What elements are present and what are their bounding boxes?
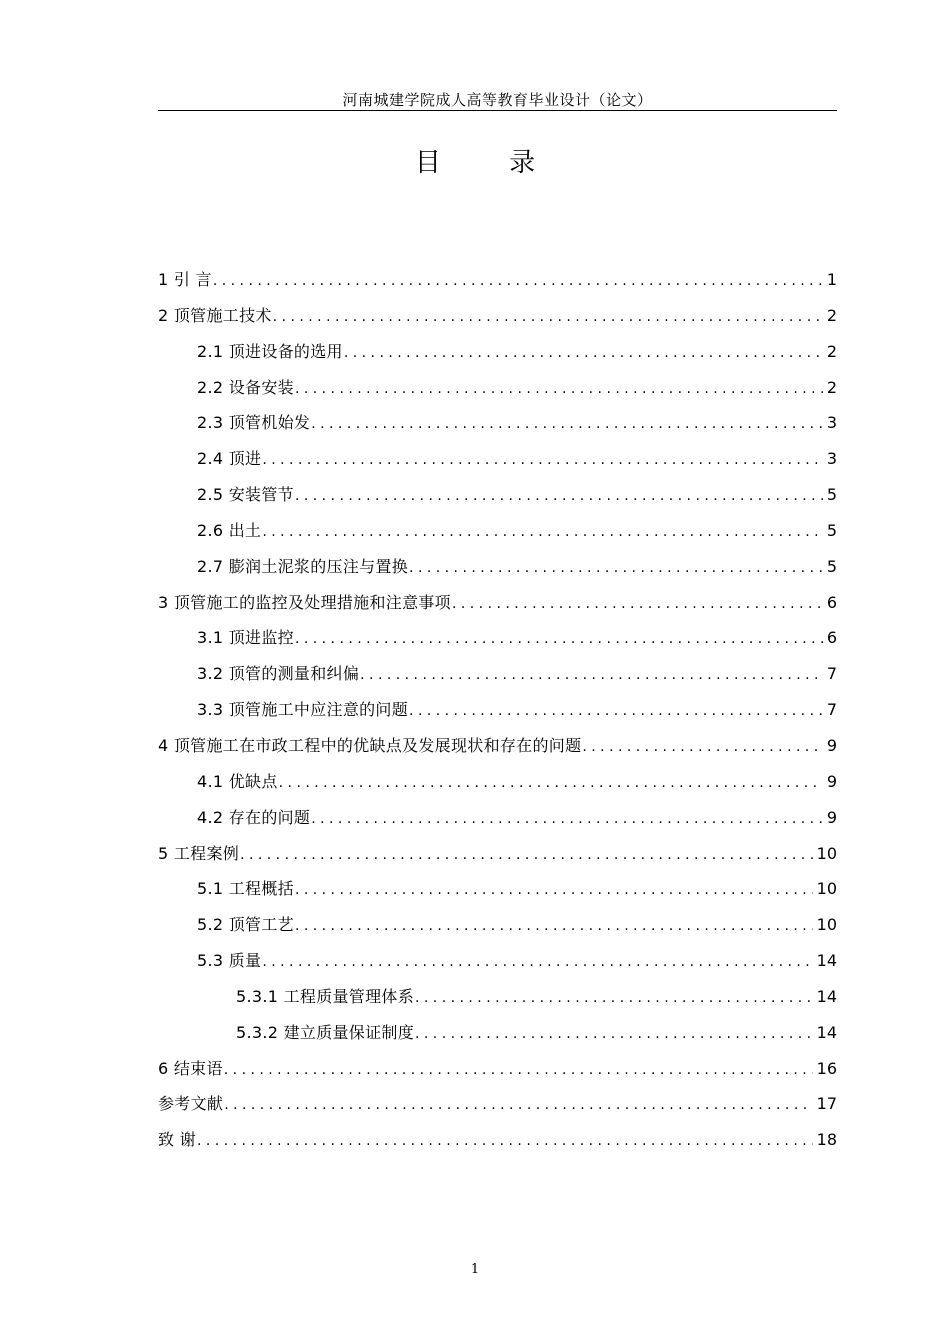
toc-entry-page: 6 <box>826 628 837 648</box>
toc-dot-leader <box>213 264 823 300</box>
toc-entry-label: 2.5 安装管节 <box>197 485 294 505</box>
toc-entry[interactable] <box>158 871 837 907</box>
toc-dot-leader <box>360 658 823 694</box>
toc-entry-label: 3 顶管施工的监控及处理措施和注意事项 <box>158 592 451 612</box>
toc-dot-leader <box>295 622 823 658</box>
toc-dot-leader <box>452 587 823 623</box>
toc-entry-label: 5 工程案例 <box>158 843 240 863</box>
toc-entry-label: 3.2 顶管的测量和纠偏 <box>197 664 360 684</box>
toc-entry-label: 4.1 优缺点 <box>197 771 278 791</box>
toc-dot-leader <box>240 838 813 874</box>
table-of-contents <box>158 262 837 1158</box>
toc-entry[interactable] <box>158 656 837 692</box>
toc-entry[interactable] <box>158 298 837 334</box>
toc-entry-label: 5.3.1 工程质量管理体系 <box>236 986 414 1006</box>
toc-entry-page: 10 <box>816 879 837 899</box>
toc-entry-label: 5.3 质量 <box>197 951 262 971</box>
toc-entry[interactable] <box>158 943 837 979</box>
toc-entry[interactable] <box>158 620 837 656</box>
toc-entry-page: 9 <box>826 771 837 791</box>
toc-entry-label: 1 引 言 <box>158 270 212 289</box>
toc-entry[interactable] <box>158 1051 837 1087</box>
toc-dot-leader <box>262 945 812 981</box>
header-divider <box>158 110 837 111</box>
running-header: 河南城建学院成人高等教育毕业设计（论文） <box>342 91 653 109</box>
toc-entry-label: 2.4 顶进 <box>197 449 262 469</box>
toc-entry[interactable] <box>158 549 837 585</box>
toc-entry[interactable] <box>158 1015 837 1051</box>
toc-entry[interactable] <box>158 1086 837 1122</box>
toc-entry[interactable] <box>158 405 837 441</box>
toc-entry[interactable] <box>158 764 837 800</box>
toc-entry-label: 2.7 膨润土泥浆的压注与置换 <box>197 556 409 576</box>
toc-entry-page: 7 <box>826 700 837 720</box>
toc-dot-leader <box>295 479 823 515</box>
toc-entry-label: 5.2 顶管工艺 <box>197 915 294 935</box>
toc-entry[interactable] <box>158 585 837 621</box>
toc-entry-page: 5 <box>826 485 837 505</box>
toc-title: 目 录 <box>414 148 566 178</box>
toc-entry-label: 致 谢 <box>158 1130 196 1150</box>
toc-entry-label: 2.2 设备安装 <box>197 377 294 397</box>
toc-entry-label: 2.3 顶管机始发 <box>197 413 311 433</box>
toc-dot-leader <box>279 766 823 802</box>
toc-entry-page: 2 <box>826 341 837 361</box>
toc-entry-page: 3 <box>826 413 837 433</box>
toc-dot-leader <box>295 909 813 945</box>
toc-dot-leader <box>582 730 822 766</box>
toc-dot-leader <box>415 981 813 1017</box>
toc-entry-page: 9 <box>826 807 837 827</box>
toc-dot-leader <box>344 336 823 372</box>
toc-entry[interactable] <box>158 370 837 406</box>
toc-entry-page: 6 <box>826 592 837 612</box>
toc-dot-leader <box>262 515 822 551</box>
toc-dot-leader <box>409 694 823 730</box>
toc-entry-label: 2 顶管施工技术 <box>158 305 272 325</box>
page-number: 1 <box>470 1262 480 1277</box>
toc-entry-page: 10 <box>816 843 837 863</box>
toc-entry-page: 10 <box>816 915 837 935</box>
toc-entry[interactable] <box>158 800 837 836</box>
toc-dot-leader <box>295 873 813 909</box>
toc-entry[interactable] <box>158 907 837 943</box>
toc-entry[interactable] <box>158 979 837 1015</box>
toc-dot-leader <box>224 1088 812 1124</box>
toc-entry-page: 5 <box>826 520 837 540</box>
toc-entry-page: 14 <box>816 1022 837 1042</box>
toc-dot-leader <box>224 1053 813 1089</box>
toc-entry-label: 3.1 顶进监控 <box>197 628 294 648</box>
toc-entry-page: 14 <box>816 951 837 971</box>
toc-entry-page: 14 <box>816 986 837 1006</box>
toc-entry-page: 18 <box>816 1130 837 1150</box>
toc-entry-label: 4.2 存在的问题 <box>197 807 311 827</box>
toc-entry-page: 16 <box>816 1058 837 1078</box>
toc-entry-label: 参考文献 <box>158 1094 224 1114</box>
toc-entry[interactable] <box>158 1122 837 1158</box>
toc-dot-leader <box>311 407 823 443</box>
toc-entry-page: 1 <box>826 270 837 289</box>
toc-dot-leader <box>295 372 823 408</box>
toc-dot-leader <box>409 551 823 587</box>
toc-entry-label: 6 结束语 <box>158 1058 223 1078</box>
toc-entry-label: 3.3 顶管施工中应注意的问题 <box>197 700 409 720</box>
toc-entry[interactable] <box>158 441 837 477</box>
toc-entry-page: 17 <box>816 1094 837 1114</box>
toc-entry-label: 5.1 工程概括 <box>197 879 294 899</box>
toc-entry-label: 5.3.2 建立质量保证制度 <box>236 1022 414 1042</box>
toc-entry-page: 7 <box>826 664 837 684</box>
toc-entry-label: 2.1 顶进设备的选用 <box>197 341 343 361</box>
toc-entry-label: 2.6 出土 <box>197 520 262 540</box>
toc-dot-leader <box>311 802 823 838</box>
toc-entry[interactable] <box>158 477 837 513</box>
toc-entry-page: 5 <box>826 556 837 576</box>
toc-dot-leader <box>197 1124 813 1160</box>
toc-entry-label: 4 顶管施工在市政工程中的优缺点及发展现状和存在的问题 <box>158 735 582 755</box>
toc-dot-leader <box>415 1017 813 1053</box>
toc-dot-leader <box>262 443 822 479</box>
toc-entry[interactable] <box>158 728 837 764</box>
toc-entry-page: 9 <box>826 735 837 755</box>
toc-entry[interactable] <box>158 836 837 872</box>
toc-entry[interactable] <box>158 334 837 370</box>
toc-entry-page: 2 <box>826 377 837 397</box>
toc-entry-page: 3 <box>826 449 837 469</box>
toc-entry-page: 2 <box>826 305 837 325</box>
toc-entry[interactable] <box>158 692 837 728</box>
toc-entry[interactable] <box>158 262 837 298</box>
toc-entry[interactable] <box>158 513 837 549</box>
toc-dot-leader <box>273 300 823 336</box>
